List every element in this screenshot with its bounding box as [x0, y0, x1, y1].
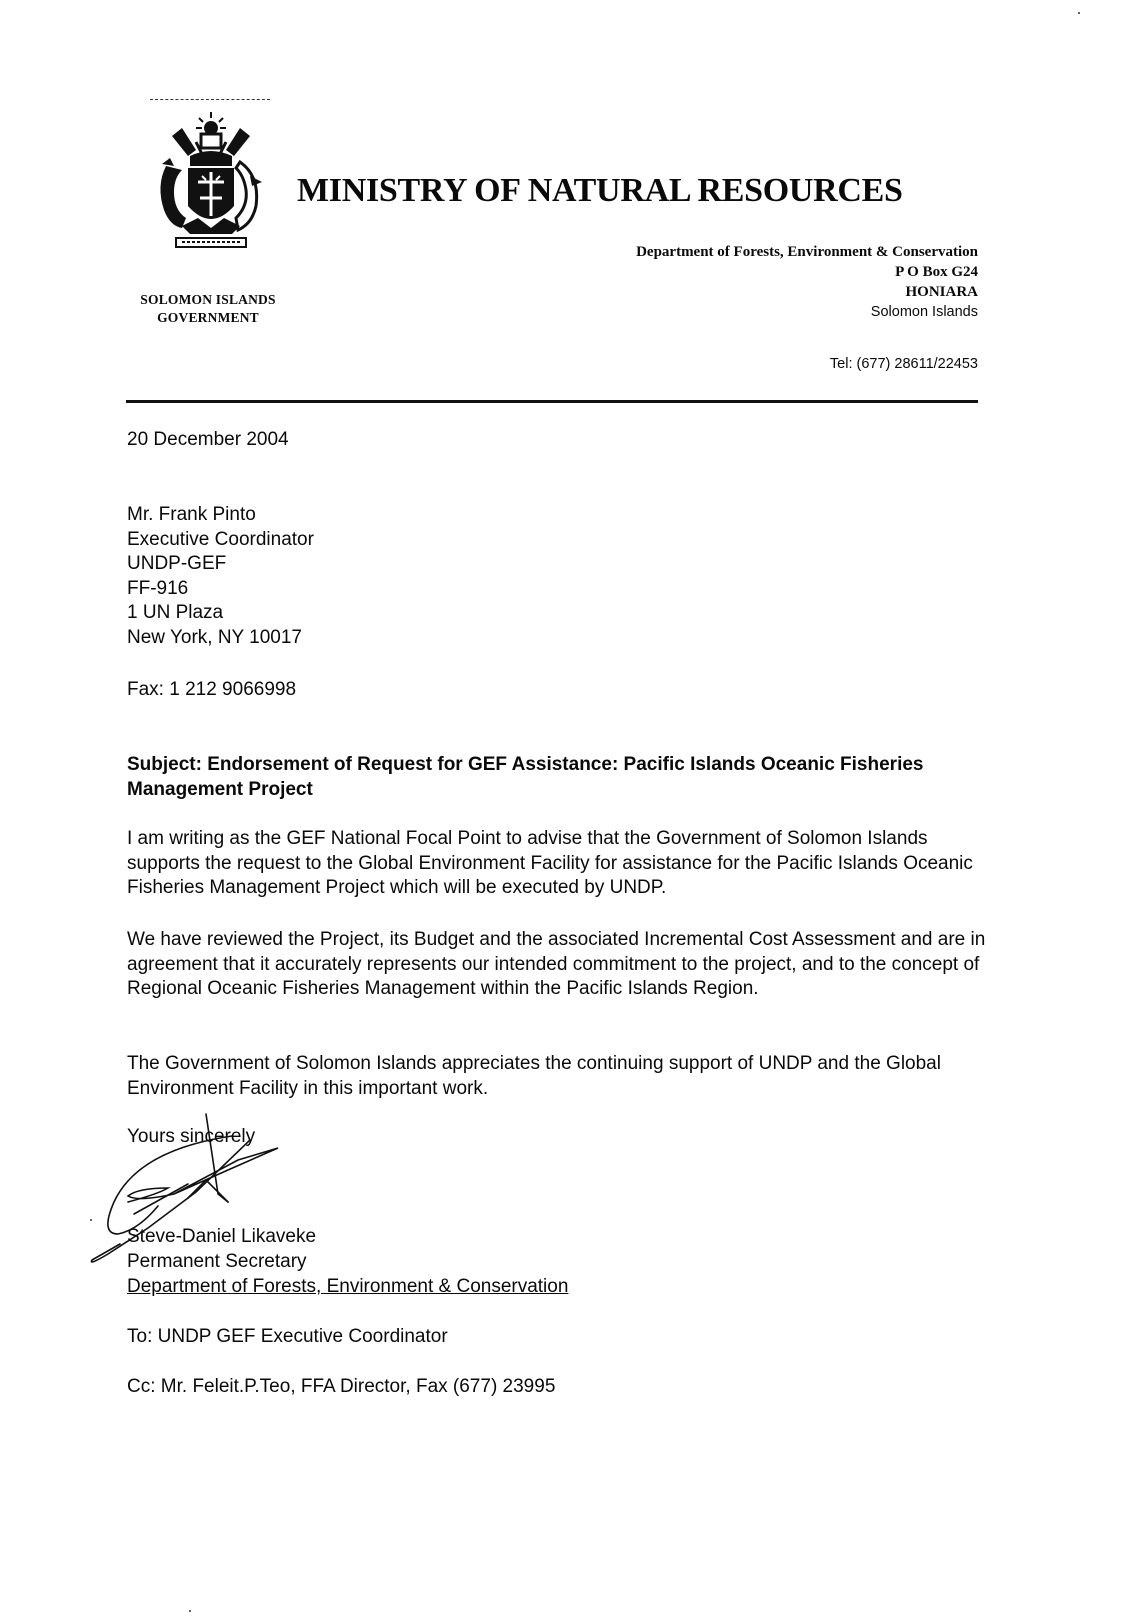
- recipient-organization: UNDP-GEF: [127, 553, 227, 574]
- recipient-name: Mr. Frank Pinto: [127, 504, 256, 525]
- letterhead-city: HONIARA: [905, 284, 978, 300]
- body-paragraph: I am writing as the GEF National Focal Point to advise that the Government of Solomon Islands supports the request to the Global Environment Facility for assistance for the Pacific Islands Oceanic Fisheries Management Project which will be executed by UNDP.: [127, 828, 973, 898]
- recipient-title: Executive Coordinator: [127, 528, 314, 550]
- subject-line: Subject: Endorsement of Request for GEF Assistance: Pacific Islands Oceanic Fisheries Management Project: [127, 754, 924, 800]
- coat-of-arms-icon: [152, 106, 270, 254]
- letterhead-po-box: P O Box G24: [895, 264, 978, 280]
- closing: Yours sincerely: [127, 1126, 256, 1147]
- recipient-room: FF-916: [127, 577, 189, 599]
- ministry-title: MINISTRY OF NATURAL RESOURCES: [297, 172, 903, 209]
- scan-speck: [1078, 12, 1080, 14]
- recipient-city: New York, NY 10017: [127, 626, 302, 648]
- letter-date: 20 December 2004: [127, 429, 289, 450]
- letterhead-divider: [126, 400, 978, 403]
- scan-speck: [90, 1219, 92, 1221]
- signatory-title: Permanent Secretary: [127, 1251, 307, 1272]
- letterhead-country: Solomon Islands: [870, 304, 978, 320]
- government-name-line-2: GOVERNMENT: [157, 310, 259, 325]
- letterhead-department: Department of Forests, Environment & Conservation: [636, 244, 978, 260]
- letterhead-telephone: Tel: (677) 28611/22453: [829, 356, 978, 372]
- government-name: [118, 291, 298, 327]
- signatory-name: Steve-Daniel Likaveke: [127, 1226, 317, 1247]
- body-paragraph: We have reviewed the Project, its Budget and the associated Incremental Cost Assessment and are in agreement that it accurately represents our intended commitment to the project, and to the concept of Regional Oceanic Fisheries Management within the Pacific Islands Region.: [127, 929, 986, 999]
- recipient-address: [127, 503, 314, 650]
- cc-line: Cc: Mr. Feleit.P.Teo, FFA Director, Fax (677) 23995: [127, 1376, 556, 1397]
- body-paragraph: The Government of Solomon Islands appreciates the continuing support of UNDP and the Global Environment Facility in this important work.: [127, 1053, 941, 1099]
- recipient-street: 1 UN Plaza: [127, 602, 224, 623]
- letterhead-address: [636, 242, 978, 322]
- signatory-department: Department of Forests, Environment & Conservation: [127, 1276, 569, 1297]
- crest-rule: [150, 99, 270, 100]
- government-name-line-1: SOLOMON ISLANDS: [140, 292, 276, 307]
- recipient-fax: Fax: 1 212 9066998: [127, 679, 297, 700]
- scan-speck: [189, 1610, 191, 1612]
- to-line: To: UNDP GEF Executive Coordinator: [127, 1326, 448, 1347]
